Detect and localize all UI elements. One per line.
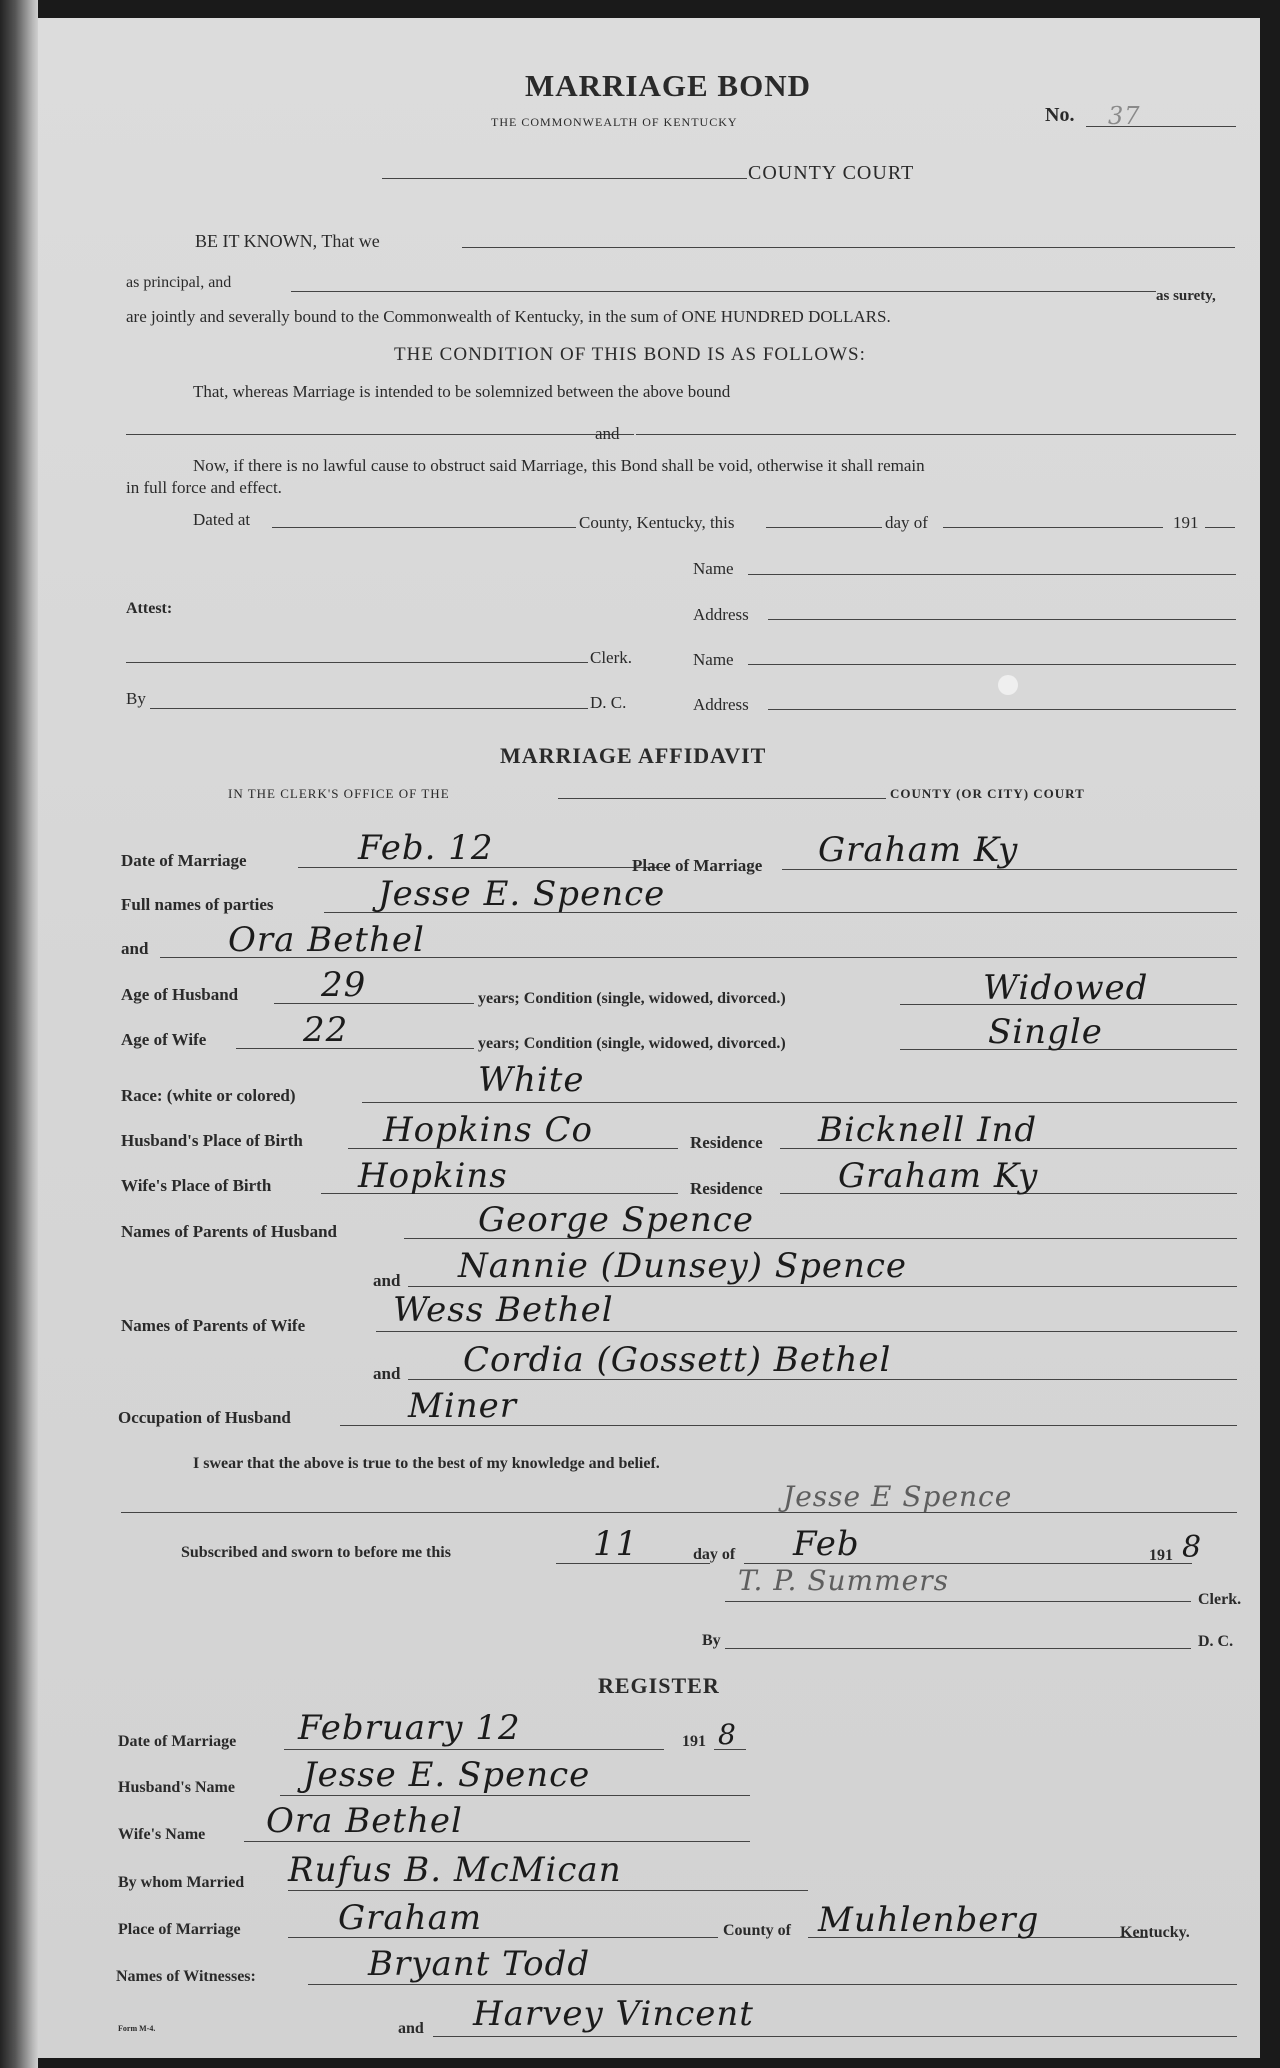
party1-line: [126, 434, 634, 435]
clerk-signature-line: [725, 1601, 1191, 1602]
paper-blemish: [998, 675, 1018, 695]
husband-full-name: Jesse E. Spence: [378, 874, 666, 914]
husband-residence-value: Bicknell Ind: [818, 1110, 1038, 1150]
year-line: [1205, 527, 1235, 528]
register-county-of-label: County of: [723, 1922, 792, 1939]
attest-label: Attest:: [126, 600, 173, 617]
wife-condition-label: years; Condition (single, widowed, divorced.): [478, 1035, 786, 1052]
race-line: [362, 1102, 1237, 1103]
register-kentucky-label: Kentucky.: [1120, 1924, 1190, 1941]
sworn-day-of: day of: [693, 1546, 736, 1563]
register-husband-label: Husband's Name: [118, 1779, 235, 1796]
register-by-whom-value: Rufus B. McMican: [288, 1850, 622, 1890]
county-kentucky-this: County, Kentucky, this: [579, 513, 735, 532]
husband-parents-and: and: [373, 1271, 401, 1290]
affidavit-by-line: [725, 1648, 1191, 1649]
bond-no-value: 37: [1108, 102, 1141, 130]
affidavit-clerk-label: Clerk.: [1198, 1591, 1242, 1608]
surety-address-2-label: Address: [693, 695, 749, 714]
attest-clerk-line: [126, 662, 588, 663]
parents-wife-label: Names of Parents of Wife: [121, 1316, 306, 1335]
date-of-marriage-value: Feb. 12: [358, 828, 494, 868]
and-wife-label: and: [121, 939, 149, 958]
age-wife-value: 22: [303, 1010, 349, 1050]
county-line: [382, 178, 747, 179]
full-force-text: in full force and effect.: [126, 478, 282, 497]
age-husband-label: Age of Husband: [121, 985, 239, 1004]
day-of: day of: [885, 513, 928, 532]
register-place-label: Place of Marriage: [118, 1921, 241, 1938]
surety-name-1-label: Name: [693, 559, 734, 578]
affiant-signature-line: [121, 1512, 1237, 1513]
register-title: REGISTER: [598, 1673, 720, 1698]
age-wife-label: Age of Wife: [121, 1030, 207, 1049]
sworn-year-prefix: 191: [1149, 1547, 1173, 1564]
clerks-office-label: IN THE CLERK'S OFFICE OF THE: [228, 786, 450, 801]
husband-condition-value: Widowed: [983, 968, 1149, 1008]
attest-dc-label: D. C.: [590, 693, 627, 712]
husband-mother-value: Nannie (Dunsey) Spence: [458, 1246, 908, 1286]
register-husband-value: Jesse E. Spence: [303, 1755, 591, 1795]
attest-by-label: By: [126, 689, 146, 708]
register-county-value: Muhlenberg: [818, 1900, 1040, 1940]
affidavit-title: MARRIAGE AFFIDAVIT: [500, 743, 767, 768]
as-principal: as principal, and: [126, 274, 232, 291]
marriage-record-page: [38, 18, 1260, 2058]
surety-name-1-line: [748, 574, 1236, 575]
year-prefix: 191: [1173, 513, 1199, 532]
sworn-year-digit: 8: [1182, 1530, 1203, 1565]
principal-names-line: [462, 247, 1235, 248]
husband-birth-label: Husband's Place of Birth: [121, 1131, 303, 1150]
party2-line: [636, 434, 1236, 435]
register-by-whom-label: By whom Married: [118, 1874, 245, 1891]
wife-condition-value: Single: [988, 1012, 1103, 1052]
day-line: [766, 527, 882, 528]
as-surety: as surety,: [1156, 288, 1216, 304]
surety-address-2-line: [768, 709, 1236, 710]
sworn-day-value: 11: [593, 1524, 639, 1564]
register-witness-and: and: [398, 2020, 424, 2037]
register-wife-label: Wife's Name: [118, 1826, 206, 1843]
husband-residence-label: Residence: [690, 1133, 763, 1152]
register-witnesses-label: Names of Witnesses:: [116, 1968, 256, 1985]
swear-statement: I swear that the above is true to the best of my knowledge and belief.: [193, 1455, 660, 1472]
date-of-marriage-label: Date of Marriage: [121, 851, 247, 870]
register-date-line: [284, 1749, 664, 1750]
surety-address-1-line: [768, 619, 1236, 620]
whereas-text: That, whereas Marriage is intended to be solemnized between the above bound: [193, 382, 731, 401]
register-witness1-line: [308, 1984, 1237, 1985]
subscribed-label: Subscribed and sworn to before me this: [181, 1544, 451, 1561]
register-year-digit: 8: [718, 1718, 737, 1751]
wife-birth-label: Wife's Place of Birth: [121, 1176, 272, 1195]
attest-clerk-label: Clerk.: [590, 648, 633, 667]
place-of-marriage-label: Place of Marriage: [632, 856, 763, 875]
wife-father-line: [376, 1331, 1237, 1332]
register-witness2-value: Harvey Vincent: [473, 1994, 754, 2034]
clerk-signature: T. P. Summers: [738, 1564, 949, 1597]
surety-name-2-line: [748, 664, 1236, 665]
place-of-marriage-value: Graham Ky: [818, 830, 1019, 870]
month-line: [943, 527, 1163, 528]
register-wife-line: [244, 1841, 750, 1842]
bond-no-label: No.: [1045, 104, 1075, 126]
race-value: White: [478, 1060, 585, 1100]
age-wife-line: [236, 1048, 474, 1049]
husband-father-value: George Spence: [478, 1200, 754, 1240]
attest-by-line: [150, 708, 588, 709]
dated-at-line: [272, 527, 576, 528]
wife-residence-label: Residence: [690, 1179, 763, 1198]
affidavit-by-label: By: [702, 1632, 721, 1649]
film-edge: [0, 0, 38, 2068]
surety-name-2-label: Name: [693, 650, 734, 669]
full-names-label: Full names of parties: [121, 895, 274, 914]
surety-line: [291, 291, 1156, 292]
husband-birth-value: Hopkins Co: [383, 1110, 593, 1150]
register-wife-value: Ora Bethel: [266, 1801, 463, 1841]
wife-birth-value: Hopkins: [358, 1156, 508, 1196]
wife-parents-and: and: [373, 1364, 401, 1383]
sworn-month-value: Feb: [793, 1524, 860, 1564]
register-year-prefix: 191: [682, 1733, 706, 1750]
bond-title: MARRIAGE BOND: [525, 68, 811, 103]
register-place-value: Graham: [338, 1898, 483, 1938]
and-label: and: [595, 424, 620, 443]
condition-heading: THE CONDITION OF THIS BOND IS AS FOLLOWS:: [394, 344, 866, 365]
race-label: Race: (white or colored): [121, 1086, 296, 1105]
affidavit-dc-label: D. C.: [1198, 1633, 1234, 1650]
surety-address-1-label: Address: [693, 605, 749, 624]
husband-mother-line: [408, 1286, 1237, 1287]
register-date-label: Date of Marriage: [118, 1733, 237, 1750]
age-husband-value: 29: [321, 965, 367, 1005]
wife-full-name: Ora Bethel: [228, 920, 425, 960]
now-if-text: Now, if there is no lawful cause to obstruct said Marriage, this Bond shall be void, otherwise it shall remain: [193, 456, 925, 475]
wife-residence-value: Graham Ky: [838, 1156, 1039, 1196]
husband-condition-label: years; Condition (single, widowed, divorced.): [478, 990, 786, 1007]
register-by-whom-line: [288, 1890, 808, 1891]
clerks-office-line: [558, 798, 886, 799]
dated-at: Dated at: [193, 510, 251, 529]
county-court-label: COUNTY COURT: [748, 162, 915, 184]
register-witness1-value: Bryant Todd: [368, 1944, 591, 1984]
age-husband-line: [274, 1003, 474, 1004]
jointly-bound: are jointly and severally bound to the Commonwealth of Kentucky, in the sum of ONE HUNDRED DOLLARS.: [126, 307, 891, 326]
wife-mother-value: Cordia (Gossett) Bethel: [463, 1340, 892, 1380]
affiant-signature: Jesse E Spence: [783, 1480, 1013, 1513]
bond-subtitle: THE COMMONWEALTH OF KENTUCKY: [491, 115, 738, 129]
form-number: Form M-4.: [118, 2024, 156, 2033]
register-date-value: February 12: [298, 1708, 521, 1748]
register-husband-line: [280, 1795, 750, 1796]
register-witness2-line: [433, 2036, 1237, 2037]
be-it-known: BE IT KNOWN, That we: [195, 231, 380, 251]
occupation-value: Miner: [408, 1386, 517, 1426]
wife-father-value: Wess Bethel: [393, 1290, 614, 1330]
county-city-court-label: COUNTY (OR CITY) COURT: [890, 786, 1085, 801]
parents-husband-label: Names of Parents of Husband: [121, 1222, 337, 1241]
occupation-label: Occupation of Husband: [118, 1408, 291, 1427]
